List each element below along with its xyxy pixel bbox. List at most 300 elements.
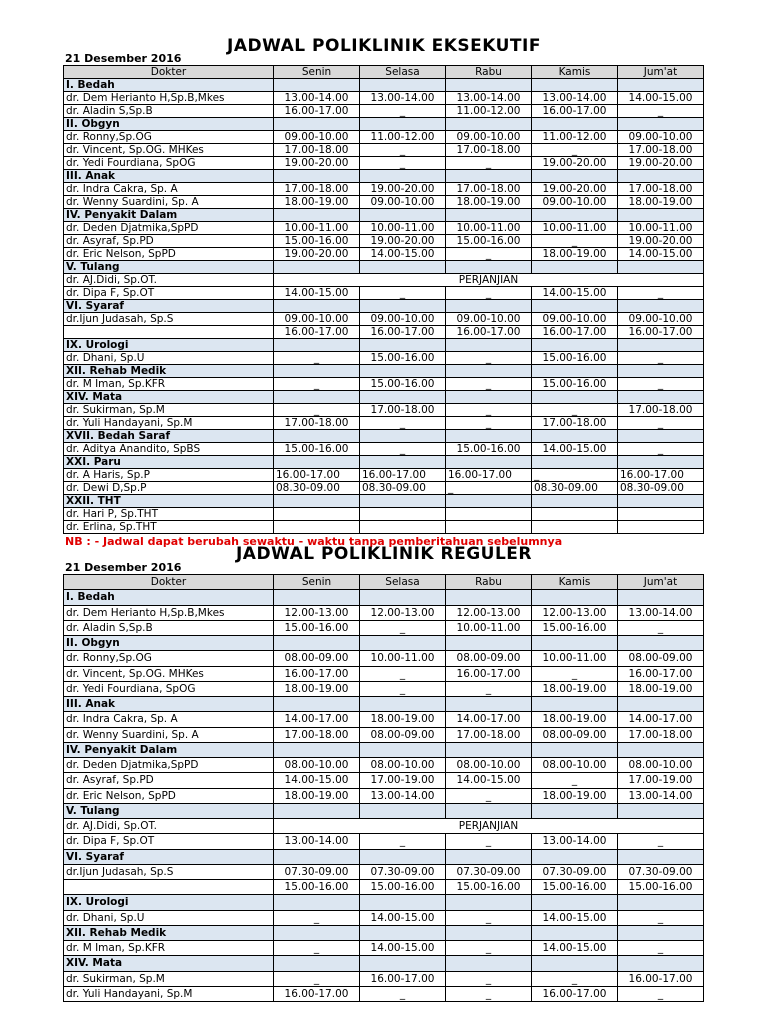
time-cell: 14.00-15.00	[532, 941, 618, 956]
section-cell	[360, 895, 446, 910]
section-cell	[360, 849, 446, 864]
time-cell: _	[446, 681, 532, 696]
time-cell: 15.00-16.00	[446, 880, 532, 895]
section-cell	[446, 803, 532, 818]
time-cell: 16.00-17.00	[274, 105, 360, 118]
time-cell: 17.00-18.00	[618, 144, 704, 157]
doctor-name: dr. Aladin S,Sp.B	[64, 620, 274, 635]
table-row	[64, 971, 704, 986]
table-row	[64, 105, 704, 118]
section-cell	[532, 849, 618, 864]
section-cell	[532, 170, 618, 183]
table-row	[64, 941, 704, 956]
section-cell	[360, 495, 446, 508]
section-label: IX. Urologi	[64, 895, 274, 910]
table-row	[64, 508, 704, 521]
section-row	[64, 79, 704, 92]
section-row	[64, 261, 704, 274]
time-cell: 07.30-09.00	[274, 864, 360, 879]
time-cell: 18.00-19.00	[532, 712, 618, 727]
time-cell: 15.00-16.00	[274, 620, 360, 635]
time-cell: 08.00-10.00	[274, 758, 360, 773]
doctor-name: dr. Asyraf, Sp.PD	[64, 235, 274, 248]
time-cell: 15.00-16.00	[618, 880, 704, 895]
time-cell	[618, 508, 704, 521]
time-cell: 10.00-11.00	[360, 222, 446, 235]
section-row	[64, 209, 704, 222]
doctor-name: dr. Yuli Handayani, Sp.M	[64, 986, 274, 1001]
time-cell: 13.00-14.00	[532, 834, 618, 849]
reg-title: JADWAL POLIKLINIK REGULER	[235, 544, 533, 564]
time-cell: _	[446, 788, 532, 803]
doctor-name: dr. Dipa F, Sp.OT	[64, 287, 274, 300]
section-cell	[446, 300, 532, 313]
section-cell	[532, 339, 618, 352]
time-cell: 17.00-18.00	[618, 183, 704, 196]
time-cell: _	[446, 287, 532, 300]
time-cell: 19.00-20.00	[274, 248, 360, 261]
time-cell: _	[446, 834, 532, 849]
time-cell: _	[274, 378, 360, 391]
time-cell: 16.00-17.00	[274, 666, 360, 681]
time-cell: _	[618, 417, 704, 430]
section-cell	[360, 339, 446, 352]
time-cell	[274, 521, 360, 534]
table-row	[64, 788, 704, 803]
time-cell: 17.00-18.00	[446, 183, 532, 196]
time-cell: 13.00-14.00	[618, 788, 704, 803]
time-cell: _	[446, 482, 532, 495]
time-cell: 18.00-19.00	[532, 248, 618, 261]
doctor-name: dr. Aladin S,Sp.B	[64, 105, 274, 118]
time-cell: _	[446, 248, 532, 261]
table-row	[64, 274, 704, 287]
time-cell: 19.00-20.00	[618, 235, 704, 248]
section-row	[64, 339, 704, 352]
time-cell: 12.00-13.00	[532, 605, 618, 620]
time-cell: 13.00-14.00	[274, 834, 360, 849]
doctor-name: dr.Ijun Judasah, Sp.S	[64, 313, 274, 326]
doctor-name: dr. Dem Herianto H,Sp.B,Mkes	[64, 605, 274, 620]
time-cell: _	[360, 620, 446, 635]
time-cell: _	[618, 378, 704, 391]
time-cell: _	[618, 620, 704, 635]
section-row	[64, 803, 704, 818]
time-cell: 17.00-18.00	[274, 417, 360, 430]
section-cell	[274, 339, 360, 352]
time-cell: 07.30-09.00	[360, 864, 446, 879]
section-cell	[446, 925, 532, 940]
time-cell: 10.00-11.00	[360, 651, 446, 666]
time-cell: 10.00-11.00	[618, 222, 704, 235]
time-cell: _	[274, 352, 360, 365]
time-cell: 14.00-17.00	[274, 712, 360, 727]
section-cell	[618, 925, 704, 940]
doctor-name: dr. Hari P, Sp.THT	[64, 508, 274, 521]
time-cell	[360, 521, 446, 534]
time-cell: 16.00-17.00	[274, 469, 360, 482]
time-cell: _	[360, 834, 446, 849]
time-cell: 13.00-14.00	[532, 92, 618, 105]
section-label: XII. Rehab Medik	[64, 365, 274, 378]
table-row	[64, 834, 704, 849]
section-cell	[360, 590, 446, 605]
table-row	[64, 404, 704, 417]
time-cell: 10.00-11.00	[446, 222, 532, 235]
column-header: Jum'at	[618, 66, 704, 79]
column-header: Dokter	[64, 575, 274, 590]
time-cell: 09.00-10.00	[360, 313, 446, 326]
section-cell	[532, 697, 618, 712]
time-cell: _	[360, 443, 446, 456]
section-cell	[532, 742, 618, 757]
section-cell	[618, 456, 704, 469]
section-label: XIV. Mata	[64, 956, 274, 971]
time-cell: _	[446, 404, 532, 417]
time-cell: 09.00-10.00	[274, 313, 360, 326]
section-cell	[618, 170, 704, 183]
section-row	[64, 495, 704, 508]
table-row	[64, 443, 704, 456]
section-label: XXII. THT	[64, 495, 274, 508]
section-cell	[274, 895, 360, 910]
column-header: Selasa	[360, 575, 446, 590]
section-cell	[618, 590, 704, 605]
table-row	[64, 651, 704, 666]
section-cell	[274, 925, 360, 940]
time-cell: _	[532, 971, 618, 986]
section-cell	[532, 456, 618, 469]
doctor-name: dr. AJ.Didi, Sp.OT.	[64, 819, 274, 834]
column-header: Senin	[274, 66, 360, 79]
time-cell: _	[618, 834, 704, 849]
section-cell	[618, 118, 704, 131]
doctor-name: dr. Wenny Suardini, Sp. A	[64, 196, 274, 209]
section-cell	[446, 456, 532, 469]
section-label: II. Obgyn	[64, 118, 274, 131]
time-cell: _	[274, 910, 360, 925]
time-cell: _	[446, 971, 532, 986]
time-cell: 19.00-20.00	[618, 157, 704, 170]
section-cell	[274, 636, 360, 651]
time-cell: 18.00-19.00	[618, 681, 704, 696]
section-label: VI. Syaraf	[64, 849, 274, 864]
section-cell	[360, 261, 446, 274]
doctor-name: dr. Indra Cakra, Sp. A	[64, 183, 274, 196]
section-cell	[446, 209, 532, 222]
time-cell: _	[446, 417, 532, 430]
time-cell: 18.00-19.00	[274, 681, 360, 696]
reg-schedule-table	[63, 574, 704, 1002]
doctor-name: dr. Dewi D,Sp.P	[64, 482, 274, 495]
section-cell	[618, 79, 704, 92]
section-cell	[446, 339, 532, 352]
doctor-name: dr. Dhani, Sp.U	[64, 910, 274, 925]
section-cell	[446, 170, 532, 183]
time-cell: 17.00-18.00	[532, 417, 618, 430]
time-cell: _	[360, 986, 446, 1001]
time-cell: 16.00-17.00	[618, 666, 704, 681]
section-row	[64, 170, 704, 183]
time-cell: 10.00-11.00	[446, 620, 532, 635]
time-cell: 08.00-09.00	[446, 651, 532, 666]
time-cell: _	[618, 910, 704, 925]
section-cell	[446, 391, 532, 404]
time-cell: 16.00-17.00	[446, 666, 532, 681]
doctor-name: dr. M Iman, Sp.KFR	[64, 941, 274, 956]
table-row	[64, 287, 704, 300]
section-row	[64, 430, 704, 443]
time-cell: 08.00-09.00	[274, 651, 360, 666]
header-row	[64, 66, 704, 79]
time-cell: 16.00-17.00	[446, 469, 532, 482]
section-row	[64, 742, 704, 757]
section-cell	[618, 742, 704, 757]
time-cell: 15.00-16.00	[360, 378, 446, 391]
column-header: Jum'at	[618, 575, 704, 590]
table-row	[64, 92, 704, 105]
time-cell: _	[446, 910, 532, 925]
time-cell: _	[618, 443, 704, 456]
section-cell	[274, 79, 360, 92]
time-cell: _	[446, 941, 532, 956]
time-cell: 14.00-15.00	[532, 443, 618, 456]
doctor-name: dr. Dipa F, Sp.OT	[64, 834, 274, 849]
section-label: I. Bedah	[64, 590, 274, 605]
section-cell	[274, 803, 360, 818]
section-label: V. Tulang	[64, 803, 274, 818]
doctor-name: dr.Ijun Judasah, Sp.S	[64, 864, 274, 879]
time-cell: _	[360, 287, 446, 300]
section-cell	[360, 742, 446, 757]
time-cell: 11.00-12.00	[446, 105, 532, 118]
time-cell: _	[360, 157, 446, 170]
time-cell: _	[360, 681, 446, 696]
section-cell	[618, 261, 704, 274]
section-label: II. Obgyn	[64, 636, 274, 651]
table-row	[64, 469, 704, 482]
time-cell: 15.00-16.00	[274, 880, 360, 895]
header-row	[64, 575, 704, 590]
time-cell: 16.00-17.00	[446, 326, 532, 339]
time-cell: 17.00-18.00	[446, 144, 532, 157]
time-cell: 19.00-20.00	[274, 157, 360, 170]
time-cell: 14.00-17.00	[618, 712, 704, 727]
table-row	[64, 417, 704, 430]
table-row	[64, 352, 704, 365]
section-row	[64, 300, 704, 313]
section-cell	[360, 956, 446, 971]
time-cell: _	[274, 971, 360, 986]
section-cell	[618, 495, 704, 508]
section-label: IX. Urologi	[64, 339, 274, 352]
time-cell	[446, 521, 532, 534]
time-cell: 16.00-17.00	[618, 971, 704, 986]
section-cell	[360, 925, 446, 940]
time-cell: 09.00-10.00	[274, 131, 360, 144]
section-cell	[532, 925, 618, 940]
time-cell: 13.00-14.00	[274, 92, 360, 105]
section-cell	[274, 430, 360, 443]
section-cell	[274, 118, 360, 131]
section-cell	[446, 742, 532, 757]
doctor-name: dr. A Haris, Sp.P	[64, 469, 274, 482]
section-label: III. Anak	[64, 170, 274, 183]
section-cell	[360, 430, 446, 443]
time-cell: 10.00-11.00	[532, 222, 618, 235]
doctor-name: dr. Ronny,Sp.OG	[64, 131, 274, 144]
time-cell: 18.00-19.00	[274, 788, 360, 803]
section-row	[64, 456, 704, 469]
doctor-name: dr. Deden Djatmika,SpPD	[64, 758, 274, 773]
section-cell	[360, 697, 446, 712]
schedule-note: NB : - Jadwal dapat berubah sewaktu - waktu tanpa pemberitahuan sebelumnya	[65, 535, 563, 548]
section-cell	[532, 209, 618, 222]
time-cell: 16.00-17.00	[360, 326, 446, 339]
time-cell: 17.00-18.00	[274, 183, 360, 196]
time-cell: 18.00-19.00	[446, 196, 532, 209]
section-label: V. Tulang	[64, 261, 274, 274]
section-label: I. Bedah	[64, 79, 274, 92]
doctor-name: dr. Sukirman, Sp.M	[64, 404, 274, 417]
time-cell: 14.00-15.00	[532, 910, 618, 925]
time-cell	[618, 521, 704, 534]
section-label: XVII. Bedah Saraf	[64, 430, 274, 443]
doctor-name: dr. Indra Cakra, Sp. A	[64, 712, 274, 727]
section-row	[64, 590, 704, 605]
doctor-name: dr. Vincent, Sp.OG. MHKes	[64, 144, 274, 157]
section-cell	[618, 365, 704, 378]
time-cell: _	[446, 157, 532, 170]
time-cell: 12.00-13.00	[274, 605, 360, 620]
time-cell: 15.00-16.00	[532, 378, 618, 391]
reg-date: 21 Desember 2016	[65, 561, 182, 574]
time-cell: 10.00-11.00	[532, 651, 618, 666]
table-row	[64, 313, 704, 326]
table-row	[64, 248, 704, 261]
doctor-name: dr. Aditya Anandito, SpBS	[64, 443, 274, 456]
section-cell	[532, 391, 618, 404]
time-cell: 08.00-09.00	[618, 651, 704, 666]
section-cell	[446, 636, 532, 651]
exec-schedule-table	[63, 65, 704, 534]
doctor-name: dr. Dem Herianto H,Sp.B,Mkes	[64, 92, 274, 105]
section-cell	[360, 456, 446, 469]
section-label: XIV. Mata	[64, 391, 274, 404]
time-cell: 18.00-19.00	[360, 712, 446, 727]
time-cell: 15.00-16.00	[360, 880, 446, 895]
column-header: Rabu	[446, 575, 532, 590]
section-cell	[532, 895, 618, 910]
time-cell: 08.00-10.00	[532, 758, 618, 773]
time-cell: 18.00-19.00	[618, 196, 704, 209]
section-cell	[446, 118, 532, 131]
doctor-name: dr. Dhani, Sp.U	[64, 352, 274, 365]
exec-title: JADWAL POLIKLINIK EKSEKUTIF	[227, 36, 541, 56]
section-cell	[618, 391, 704, 404]
time-cell: 17.00-18.00	[360, 404, 446, 417]
time-cell: _	[618, 105, 704, 118]
section-cell	[360, 170, 446, 183]
section-row	[64, 895, 704, 910]
column-header: Senin	[274, 575, 360, 590]
table-row	[64, 521, 704, 534]
doctor-name: dr. Wenny Suardini, Sp. A	[64, 727, 274, 742]
time-cell: 15.00-16.00	[532, 620, 618, 635]
section-cell	[532, 430, 618, 443]
time-cell: 15.00-16.00	[532, 352, 618, 365]
section-cell	[274, 300, 360, 313]
time-cell: 16.00-17.00	[618, 326, 704, 339]
doctor-name: dr. Deden Djatmika,SpPD	[64, 222, 274, 235]
section-cell	[532, 590, 618, 605]
section-cell	[618, 697, 704, 712]
doctor-name: dr. Yedi Fourdiana, SpOG	[64, 157, 274, 170]
doctor-name: dr. AJ.Didi, Sp.OT.	[64, 274, 274, 287]
time-cell: 17.00-19.00	[360, 773, 446, 788]
table-row	[64, 157, 704, 170]
table-row	[64, 819, 704, 834]
section-label: IV. Penyakit Dalam	[64, 209, 274, 222]
section-cell	[274, 261, 360, 274]
doctor-name: dr. M Iman, Sp.KFR	[64, 378, 274, 391]
section-cell	[274, 590, 360, 605]
time-cell	[446, 508, 532, 521]
time-cell: 18.00-19.00	[274, 196, 360, 209]
time-cell: 14.00-15.00	[618, 92, 704, 105]
time-cell: 19.00-20.00	[360, 183, 446, 196]
table-row	[64, 222, 704, 235]
doctor-name: dr. Asyraf, Sp.PD	[64, 773, 274, 788]
time-cell: 08.30-09.00	[360, 482, 446, 495]
table-row	[64, 727, 704, 742]
section-cell	[532, 636, 618, 651]
section-cell	[618, 430, 704, 443]
section-row	[64, 636, 704, 651]
section-row	[64, 391, 704, 404]
section-cell	[618, 956, 704, 971]
time-cell: _	[446, 378, 532, 391]
section-cell	[618, 849, 704, 864]
time-cell: 09.00-10.00	[618, 313, 704, 326]
section-cell	[446, 849, 532, 864]
section-cell	[532, 79, 618, 92]
time-cell: 17.00-18.00	[618, 727, 704, 742]
time-cell: 14.00-15.00	[618, 248, 704, 261]
time-cell: 17.00-18.00	[446, 727, 532, 742]
time-cell: 15.00-16.00	[274, 443, 360, 456]
section-cell	[618, 803, 704, 818]
time-cell: _	[360, 417, 446, 430]
time-cell: _	[618, 941, 704, 956]
doctor-name: dr. Vincent, Sp.OG. MHKes	[64, 666, 274, 681]
time-cell: 16.00-17.00	[532, 986, 618, 1001]
section-cell	[446, 495, 532, 508]
time-cell: 17.00-19.00	[618, 773, 704, 788]
doctor-name: dr. Erlina, Sp.THT	[64, 521, 274, 534]
appointment-note: PERJANJIAN	[274, 819, 704, 834]
time-cell: 08.30-09.00	[618, 482, 704, 495]
table-row	[64, 378, 704, 391]
time-cell: 13.00-14.00	[360, 92, 446, 105]
time-cell: _	[532, 773, 618, 788]
section-cell	[360, 209, 446, 222]
time-cell: 16.00-17.00	[274, 986, 360, 1001]
time-cell: _	[360, 105, 446, 118]
time-cell: _	[618, 986, 704, 1001]
time-cell: 16.00-17.00	[618, 469, 704, 482]
section-cell	[274, 742, 360, 757]
